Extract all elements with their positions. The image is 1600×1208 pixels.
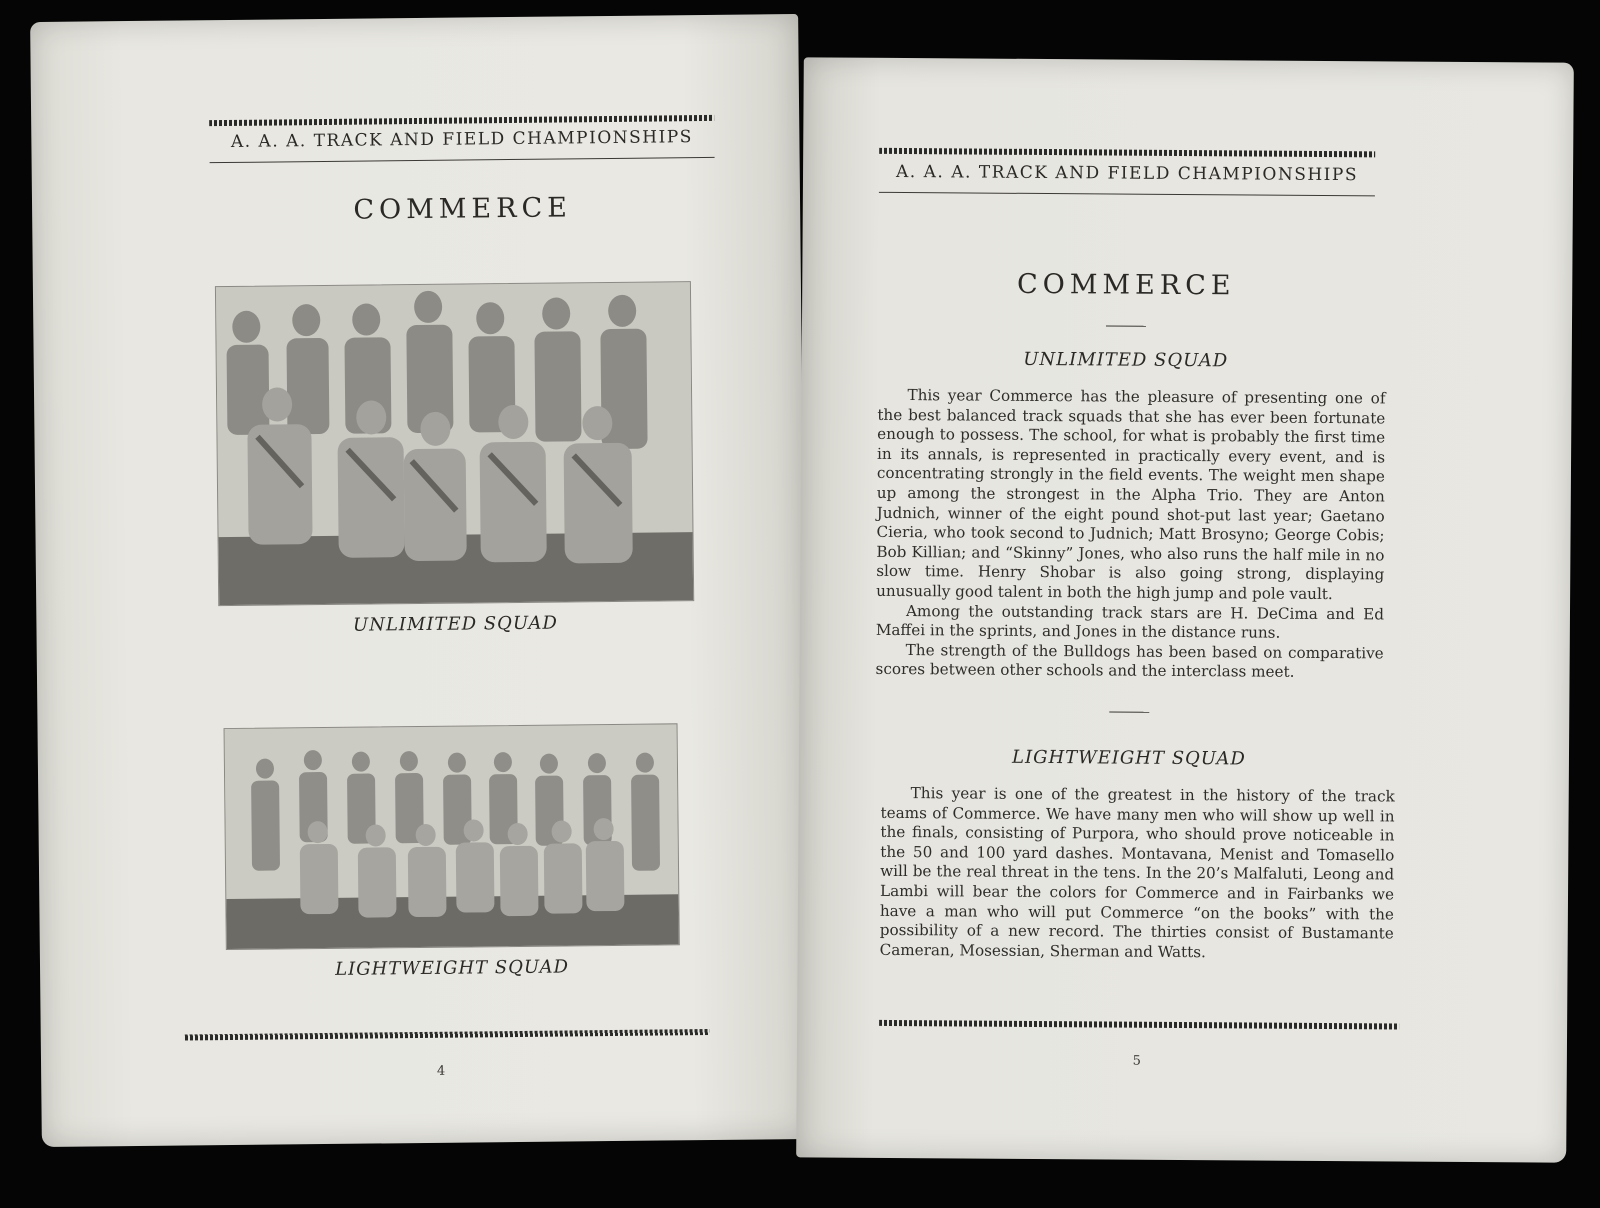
left-page: [30, 14, 810, 1147]
paragraph: This year is one of the greatest in the history of the track teams of Commerce. We have many men who will show up well in the finals, consisting of Purpora, who should prove noticeable in the 50 and 100 yard dashes. Montavana, Menist and Tomasello will be the real threat in the tens. In the 20’s Malfaluti, Leong and Lambi will bear the colors for Commerce and in Fairbanks we have a man who will put Commerce “on the books” with the possibility of a new record. The thirties consist of Bustamante Cameran, Mosessian, Sherman and Watts.: [879, 784, 1395, 961]
section-divider: [1109, 711, 1149, 712]
paragraph: Among the outstanding track stars are H. DeCima and Ed Maffei in the sprints, and Jones in the distance runs.: [875, 601, 1385, 642]
unlimited-squad-photo: [215, 281, 694, 606]
header-dotted-rule: [879, 148, 1375, 157]
page-number: 5: [1132, 1053, 1142, 1069]
page-number: 4: [436, 1063, 446, 1079]
page-header: A. A. A. TRACK AND FIELD CHAMPIONSHIPS: [895, 161, 1359, 186]
header-rule: [879, 192, 1375, 196]
paragraph: This year Commerce has the pleasure of presenting one of the best balanced track squads that she has ever been fortunate enough to possess. The school, for what is probably the first time in its annals, is represented in practically every event, and is concentrating strongly in the field events. The weight men shape up among the strongest in the Alpha Trio. They are Anton Judnich, winner of the eight pound shot-put last year; Gaetano Cieria, who took second to Judnich; Matt Brosyno; George Cobis; Bob Killian; and “Skinny” Jones, who also runs the half mile in no slow time. Henry Shobar is also going strong, displaying unusually good talent in both the high jump and pole vault.: [876, 386, 1386, 603]
page-title: COMMERCE: [353, 192, 573, 226]
page-title: COMMERCE: [1016, 268, 1236, 302]
unlimited-squad-text: [876, 386, 1386, 683]
page-header: A. A. A. TRACK AND FIELD CHAMPIONSHIPS: [230, 127, 693, 152]
lightweight-squad-photo: [224, 723, 680, 950]
section-heading-unlimited: UNLIMITED SQUAD: [1023, 348, 1229, 372]
unlimited-squad-caption: UNLIMITED SQUAD: [352, 612, 559, 636]
lightweight-squad-text: [880, 784, 1395, 964]
header-dotted-rule: [209, 115, 714, 126]
footer-dotted-rule: [879, 1020, 1399, 1030]
footer-dotted-rule: [185, 1029, 710, 1040]
lightweight-squad-caption: LIGHTWEIGHT SQUAD: [335, 956, 570, 980]
paragraph: The strength of the Bulldogs has been based on comparative scores between other schools and the interclass meet.: [875, 640, 1384, 682]
section-heading-lightweight: LIGHTWEIGHT SQUAD: [1011, 746, 1246, 770]
right-page: [796, 57, 1574, 1162]
header-rule: [210, 157, 715, 163]
title-divider: [1106, 325, 1146, 326]
